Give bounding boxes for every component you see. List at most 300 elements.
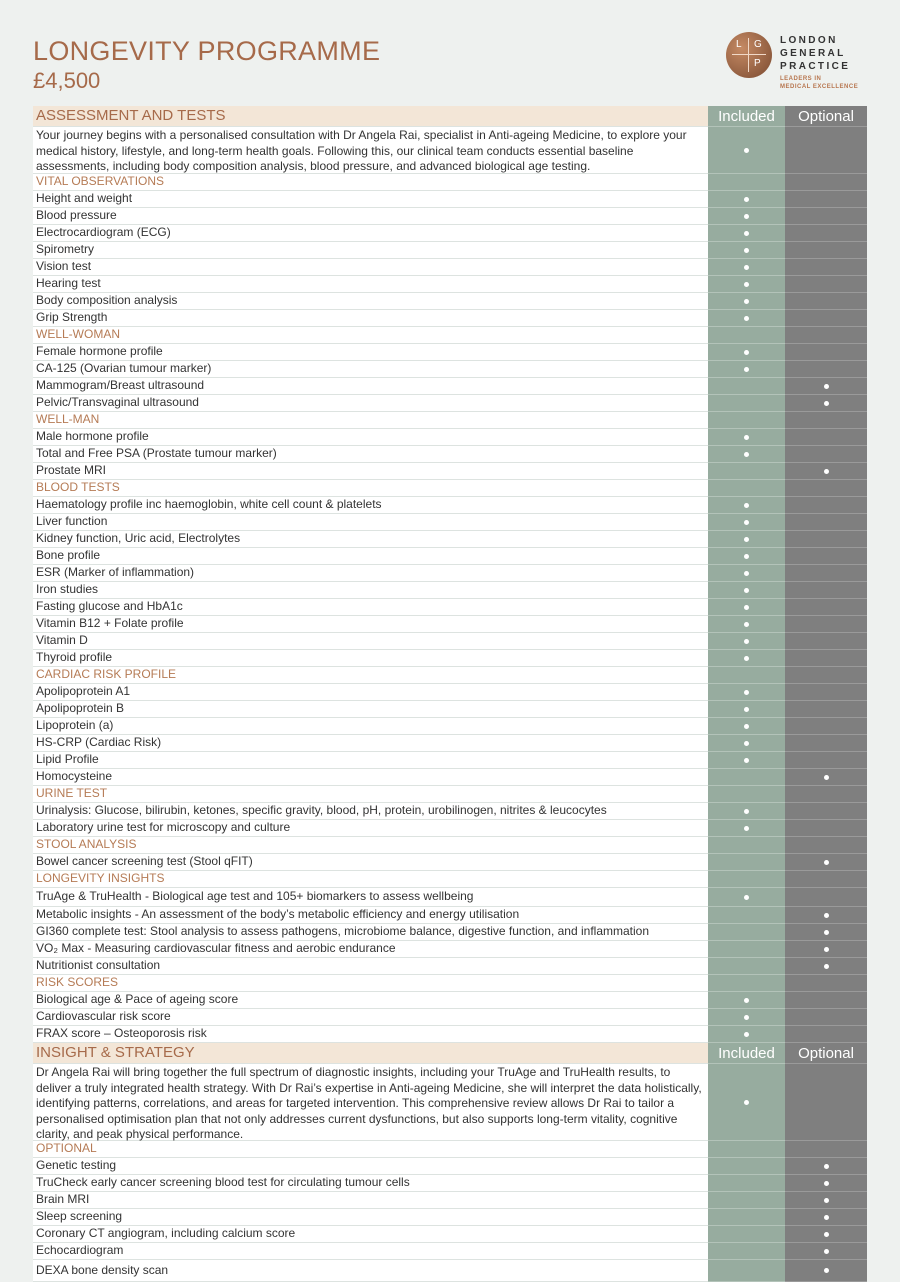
table-row xyxy=(33,1260,867,1282)
bullet-icon xyxy=(824,860,829,865)
table-row xyxy=(33,1026,867,1043)
row-label: Haematology profile inc haemoglobin, white cell count & platelets xyxy=(33,497,708,513)
optional-cell xyxy=(785,633,867,650)
row-label: CARDIAC RISK PROFILE xyxy=(33,667,708,683)
included-cell xyxy=(708,463,785,480)
bullet-icon xyxy=(744,1032,749,1037)
bullet-icon xyxy=(744,265,749,270)
included-cell xyxy=(708,174,785,191)
bullet-icon xyxy=(824,1198,829,1203)
table-row xyxy=(33,395,867,412)
bullet-icon xyxy=(824,1164,829,1169)
table-row xyxy=(33,1009,867,1026)
included-cell xyxy=(708,1226,785,1243)
table-row xyxy=(33,752,867,769)
included-cell xyxy=(708,497,785,514)
row-label: Lipid Profile xyxy=(33,752,708,768)
optional-cell xyxy=(785,1260,867,1282)
bullet-icon xyxy=(744,656,749,661)
optional-cell xyxy=(785,276,867,293)
bullet-icon xyxy=(744,622,749,627)
table-row xyxy=(33,225,867,242)
included-cell xyxy=(708,480,785,497)
included-cell xyxy=(708,310,785,327)
optional-cell xyxy=(785,667,867,684)
optional-cell xyxy=(785,1141,867,1158)
optional-cell xyxy=(785,514,867,531)
row-label: TruAge & TruHealth - Biological age test and 105+ biomarkers to assess wellbeing xyxy=(33,888,708,906)
row-label: Vitamin D xyxy=(33,633,708,649)
row-label: Bowel cancer screening test (Stool qFIT) xyxy=(33,854,708,870)
bullet-icon xyxy=(744,282,749,287)
optional-cell xyxy=(785,718,867,735)
optional-cell xyxy=(785,293,867,310)
optional-cell xyxy=(785,1026,867,1043)
bullet-icon xyxy=(744,605,749,610)
row-label: Prostate MRI xyxy=(33,463,708,479)
optional-cell xyxy=(785,803,867,820)
row-label: LONGEVITY INSIGHTS xyxy=(33,871,708,887)
optional-cell xyxy=(785,378,867,395)
included-cell xyxy=(708,429,785,446)
bullet-icon xyxy=(744,214,749,219)
table-row xyxy=(33,599,867,616)
row-label: Vision test xyxy=(33,259,708,275)
optional-cell xyxy=(785,1209,867,1226)
included-cell xyxy=(708,565,785,582)
optional-cell xyxy=(785,174,867,191)
bullet-icon xyxy=(744,895,749,900)
logo-name: LONDON GENERAL PRACTICE xyxy=(780,35,851,72)
category-header xyxy=(33,837,867,854)
row-label: Homocysteine xyxy=(33,769,708,785)
included-cell xyxy=(708,531,785,548)
row-label: URINE TEST xyxy=(33,786,708,802)
included-cell xyxy=(708,1009,785,1026)
included-cell xyxy=(708,225,785,242)
row-label: Liver function xyxy=(33,514,708,530)
table-row xyxy=(33,344,867,361)
category-header xyxy=(33,975,867,992)
table-row xyxy=(33,191,867,208)
table-row xyxy=(33,992,867,1009)
bullet-icon xyxy=(824,913,829,918)
bullet-icon xyxy=(824,1181,829,1186)
optional-cell xyxy=(785,907,867,924)
bullet-icon xyxy=(824,401,829,406)
optional-cell xyxy=(785,1064,867,1141)
table-row xyxy=(33,127,867,174)
row-label: Metabolic insights - An assessment of the body’s metabolic efficiency and energy utilisation xyxy=(33,907,708,923)
included-cell xyxy=(708,907,785,924)
table-row xyxy=(33,429,867,446)
optional-cell xyxy=(785,616,867,633)
bullet-icon xyxy=(744,148,749,153)
included-cell xyxy=(708,735,785,752)
optional-cell xyxy=(785,191,867,208)
bullet-icon xyxy=(744,350,749,355)
table-row xyxy=(33,616,867,633)
optional-cell xyxy=(785,854,867,871)
bullet-icon xyxy=(744,588,749,593)
included-cell xyxy=(708,582,785,599)
optional-cell xyxy=(785,412,867,429)
optional-cell xyxy=(785,752,867,769)
bullet-icon xyxy=(744,520,749,525)
optional-cell xyxy=(785,497,867,514)
table-row xyxy=(33,735,867,752)
bullet-icon xyxy=(744,316,749,321)
row-label: HS-CRP (Cardiac Risk) xyxy=(33,735,708,751)
table-row xyxy=(33,259,867,276)
included-cell xyxy=(708,616,785,633)
row-label: DEXA bone density scan xyxy=(33,1260,708,1281)
category-header xyxy=(33,327,867,344)
included-cell xyxy=(708,412,785,429)
optional-cell xyxy=(785,1192,867,1209)
included-cell xyxy=(708,293,785,310)
included-cell xyxy=(708,1158,785,1175)
included-cell xyxy=(708,344,785,361)
row-label: Genetic testing xyxy=(33,1158,708,1174)
row-label: Bone profile xyxy=(33,548,708,564)
included-cell xyxy=(708,1175,785,1192)
bullet-icon xyxy=(744,452,749,457)
optional-cell xyxy=(785,958,867,975)
bullet-icon xyxy=(744,571,749,576)
optional-cell xyxy=(785,242,867,259)
bullet-icon xyxy=(744,809,749,814)
category-header xyxy=(33,667,867,684)
row-label: Body composition analysis xyxy=(33,293,708,309)
optional-cell xyxy=(785,837,867,854)
row-label: Echocardiogram xyxy=(33,1243,708,1259)
bullet-icon xyxy=(824,1215,829,1220)
section-header xyxy=(33,106,867,127)
optional-cell xyxy=(785,1009,867,1026)
optional-cell xyxy=(785,480,867,497)
row-label: Thyroid profile xyxy=(33,650,708,666)
included-cell xyxy=(708,276,785,293)
table-row xyxy=(33,1209,867,1226)
row-label: VITAL OBSERVATIONS xyxy=(33,174,708,190)
table-row xyxy=(33,242,867,259)
table-row xyxy=(33,1175,867,1192)
table-row xyxy=(33,582,867,599)
bullet-icon xyxy=(744,1100,749,1105)
bullet-icon xyxy=(744,758,749,763)
optional-cell xyxy=(785,259,867,276)
table-row xyxy=(33,208,867,225)
table-row xyxy=(33,1226,867,1243)
table-row xyxy=(33,1243,867,1260)
optional-cell xyxy=(785,924,867,941)
bullet-icon xyxy=(824,469,829,474)
table-row xyxy=(33,361,867,378)
table-row xyxy=(33,565,867,582)
programme-price: £4,500 xyxy=(33,68,101,93)
row-label: Pelvic/Transvaginal ultrasound xyxy=(33,395,708,411)
table-row xyxy=(33,684,867,701)
bullet-icon xyxy=(744,503,749,508)
included-cell xyxy=(708,1026,785,1043)
optional-cell xyxy=(785,548,867,565)
included-cell xyxy=(708,378,785,395)
included-cell xyxy=(708,924,785,941)
row-label: Electrocardiogram (ECG) xyxy=(33,225,708,241)
included-cell xyxy=(708,395,785,412)
optional-cell xyxy=(785,992,867,1009)
optional-cell xyxy=(785,820,867,837)
table-row xyxy=(33,548,867,565)
included-cell xyxy=(708,786,785,803)
row-label: Fasting glucose and HbA1c xyxy=(33,599,708,615)
bullet-icon xyxy=(744,367,749,372)
included-cell xyxy=(708,684,785,701)
row-label: BLOOD TESTS xyxy=(33,480,708,496)
bullet-icon xyxy=(824,384,829,389)
bullet-icon xyxy=(824,964,829,969)
table-row xyxy=(33,907,867,924)
included-cell xyxy=(708,1209,785,1226)
category-header xyxy=(33,480,867,497)
bullet-icon xyxy=(744,197,749,202)
optional-cell xyxy=(785,769,867,786)
bullet-icon xyxy=(744,554,749,559)
row-label: Apolipoprotein B xyxy=(33,701,708,717)
table-row xyxy=(33,1192,867,1209)
optional-cell xyxy=(785,786,867,803)
row-label: Lipoprotein (a) xyxy=(33,718,708,734)
row-label: Iron studies xyxy=(33,582,708,598)
table-row xyxy=(33,769,867,786)
optional-cell xyxy=(785,1243,867,1260)
bullet-icon xyxy=(744,690,749,695)
row-label: ESR (Marker of inflammation) xyxy=(33,565,708,581)
optional-cell xyxy=(785,310,867,327)
row-label: OPTIONAL xyxy=(33,1141,708,1157)
included-cell xyxy=(708,752,785,769)
row-label: Brain MRI xyxy=(33,1192,708,1208)
table-row xyxy=(33,888,867,907)
category-header xyxy=(33,786,867,803)
bullet-icon xyxy=(744,826,749,831)
table-row xyxy=(33,803,867,820)
table-row xyxy=(33,958,867,975)
included-cell xyxy=(708,127,785,174)
table-row xyxy=(33,820,867,837)
optional-cell xyxy=(785,684,867,701)
included-cell xyxy=(708,701,785,718)
optional-cell xyxy=(785,395,867,412)
bullet-icon xyxy=(744,537,749,542)
included-cell: Included xyxy=(708,1043,785,1064)
row-label: RISK SCORES xyxy=(33,975,708,991)
optional-cell xyxy=(785,208,867,225)
optional-cell xyxy=(785,1226,867,1243)
bullet-icon xyxy=(824,947,829,952)
included-cell xyxy=(708,667,785,684)
row-label: Spirometry xyxy=(33,242,708,258)
category-header xyxy=(33,174,867,191)
included-cell xyxy=(708,871,785,888)
optional-cell xyxy=(785,327,867,344)
bullet-icon xyxy=(744,998,749,1003)
optional-cell xyxy=(785,975,867,992)
optional-cell: Optional xyxy=(785,1043,867,1064)
row-label: Apolipoprotein A1 xyxy=(33,684,708,700)
included-cell xyxy=(708,958,785,975)
programme-table xyxy=(33,106,867,1282)
bullet-icon xyxy=(824,930,829,935)
row-label: Blood pressure xyxy=(33,208,708,224)
row-label: VO₂ Max - Measuring cardiovascular fitness and aerobic endurance xyxy=(33,941,708,957)
bullet-icon xyxy=(744,741,749,746)
bullet-icon xyxy=(744,299,749,304)
bullet-icon xyxy=(744,639,749,644)
row-label: Kidney function, Uric acid, Electrolytes xyxy=(33,531,708,547)
row-label: CA-125 (Ovarian tumour marker) xyxy=(33,361,708,377)
optional-cell xyxy=(785,735,867,752)
table-row xyxy=(33,514,867,531)
optional-cell xyxy=(785,650,867,667)
row-label: Dr Angela Rai will bring together the full spectrum of diagnostic insights, including your TruAge and TruHealth results, to deliver a truly integrated health strategy. With Dr Rai’s expertise in Anti-ageing Medicine, she will interpret the data holistically, identifying patterns, correlations, and areas for targeted intervention. This comprehensive review allows Dr Rai to tailor a personalised optimisation plan that not only addresses current dysfunctions, but also supports long-term vitality, cognitive clarity, and peak physical performance. xyxy=(33,1064,708,1140)
included-cell xyxy=(708,599,785,616)
row-label: Laboratory urine test for microscopy and culture xyxy=(33,820,708,836)
category-header xyxy=(33,871,867,888)
bullet-icon xyxy=(824,1249,829,1254)
row-label: Sleep screening xyxy=(33,1209,708,1225)
included-cell xyxy=(708,837,785,854)
table-row xyxy=(33,718,867,735)
table-row xyxy=(33,310,867,327)
optional-cell xyxy=(785,888,867,907)
row-label: STOOL ANALYSIS xyxy=(33,837,708,853)
optional-cell xyxy=(785,941,867,958)
optional-cell xyxy=(785,531,867,548)
optional-cell xyxy=(785,463,867,480)
included-cell xyxy=(708,854,785,871)
included-cell xyxy=(708,191,785,208)
optional-cell xyxy=(785,582,867,599)
bullet-icon xyxy=(744,231,749,236)
included-cell xyxy=(708,975,785,992)
bullet-icon xyxy=(824,775,829,780)
bullet-icon xyxy=(824,1268,829,1273)
row-label: Vitamin B12 + Folate profile xyxy=(33,616,708,632)
table-row xyxy=(33,446,867,463)
included-cell xyxy=(708,888,785,907)
row-label: FRAX score – Osteoporosis risk xyxy=(33,1026,708,1042)
included-cell xyxy=(708,941,785,958)
section-header xyxy=(33,1043,867,1064)
row-label: Hearing test xyxy=(33,276,708,292)
included-cell xyxy=(708,1064,785,1141)
optional-cell xyxy=(785,446,867,463)
included-cell xyxy=(708,1260,785,1282)
included-cell xyxy=(708,1243,785,1260)
included-cell xyxy=(708,259,785,276)
page-title: LONGEVITY PROGRAMME xyxy=(33,36,381,66)
included-cell xyxy=(708,208,785,225)
table-row xyxy=(33,650,867,667)
included-cell xyxy=(708,1141,785,1158)
table-row xyxy=(33,1158,867,1175)
optional-cell xyxy=(785,225,867,242)
logo-letter-l: L xyxy=(736,39,742,50)
included-cell xyxy=(708,992,785,1009)
row-label: WELL-WOMAN xyxy=(33,327,708,343)
included-cell xyxy=(708,1192,785,1209)
bullet-icon xyxy=(744,724,749,729)
logo-letter-p: P xyxy=(754,58,761,69)
included-cell xyxy=(708,820,785,837)
logo-tagline: LEADERS IN MEDICAL EXCELLENCE xyxy=(780,76,859,90)
included-cell xyxy=(708,242,785,259)
category-header xyxy=(33,1141,867,1158)
included-cell xyxy=(708,803,785,820)
included-cell xyxy=(708,514,785,531)
table-row xyxy=(33,463,867,480)
row-label: Mammogram/Breast ultrasound xyxy=(33,378,708,394)
table-row xyxy=(33,924,867,941)
table-row xyxy=(33,701,867,718)
row-label: Nutritionist consultation xyxy=(33,958,708,974)
included-cell xyxy=(708,361,785,378)
bullet-icon xyxy=(824,1232,829,1237)
optional-cell xyxy=(785,871,867,888)
table-row xyxy=(33,497,867,514)
included-cell: Included xyxy=(708,106,785,127)
bullet-icon xyxy=(744,707,749,712)
row-label: Total and Free PSA (Prostate tumour marker) xyxy=(33,446,708,462)
optional-cell xyxy=(785,127,867,174)
logo-letter-g: G xyxy=(754,39,762,50)
logo-emblem xyxy=(726,32,772,78)
row-label: INSIGHT & STRATEGY xyxy=(33,1043,708,1063)
included-cell xyxy=(708,446,785,463)
optional-cell xyxy=(785,361,867,378)
included-cell xyxy=(708,633,785,650)
row-label: ASSESSMENT AND TESTS xyxy=(33,106,708,126)
optional-cell xyxy=(785,599,867,616)
row-label: Grip Strength xyxy=(33,310,708,326)
row-label: Height and weight xyxy=(33,191,708,207)
logo xyxy=(726,32,876,92)
table-row xyxy=(33,531,867,548)
row-label: Your journey begins with a personalised consultation with Dr Angela Rai, specialist in Anti-ageing Medicine, to explore your medical history, lifestyle, and long-term health goals. Following this, our clinical team conducts essential baseline assessments, including body composition analysis, blood pressure, and advanced biological age testing. xyxy=(33,127,708,173)
table-row xyxy=(33,276,867,293)
row-label: Male hormone profile xyxy=(33,429,708,445)
optional-cell xyxy=(785,1158,867,1175)
included-cell xyxy=(708,650,785,667)
row-label: Cardiovascular risk score xyxy=(33,1009,708,1025)
row-label: GI360 complete test: Stool analysis to assess pathogens, microbiome balance, digestive function, and inflammation xyxy=(33,924,708,940)
row-label: Urinalysis: Glucose, bilirubin, ketones, specific gravity, blood, pH, protein, urobilinogen, nitrites & leucocytes xyxy=(33,803,708,819)
optional-cell xyxy=(785,344,867,361)
table-row xyxy=(33,1064,867,1141)
table-row xyxy=(33,854,867,871)
table-row xyxy=(33,293,867,310)
bullet-icon xyxy=(744,248,749,253)
included-cell xyxy=(708,769,785,786)
optional-cell xyxy=(785,565,867,582)
included-cell xyxy=(708,718,785,735)
category-header xyxy=(33,412,867,429)
optional-cell: Optional xyxy=(785,106,867,127)
bullet-icon xyxy=(744,435,749,440)
row-label: Coronary CT angiogram, including calcium score xyxy=(33,1226,708,1242)
